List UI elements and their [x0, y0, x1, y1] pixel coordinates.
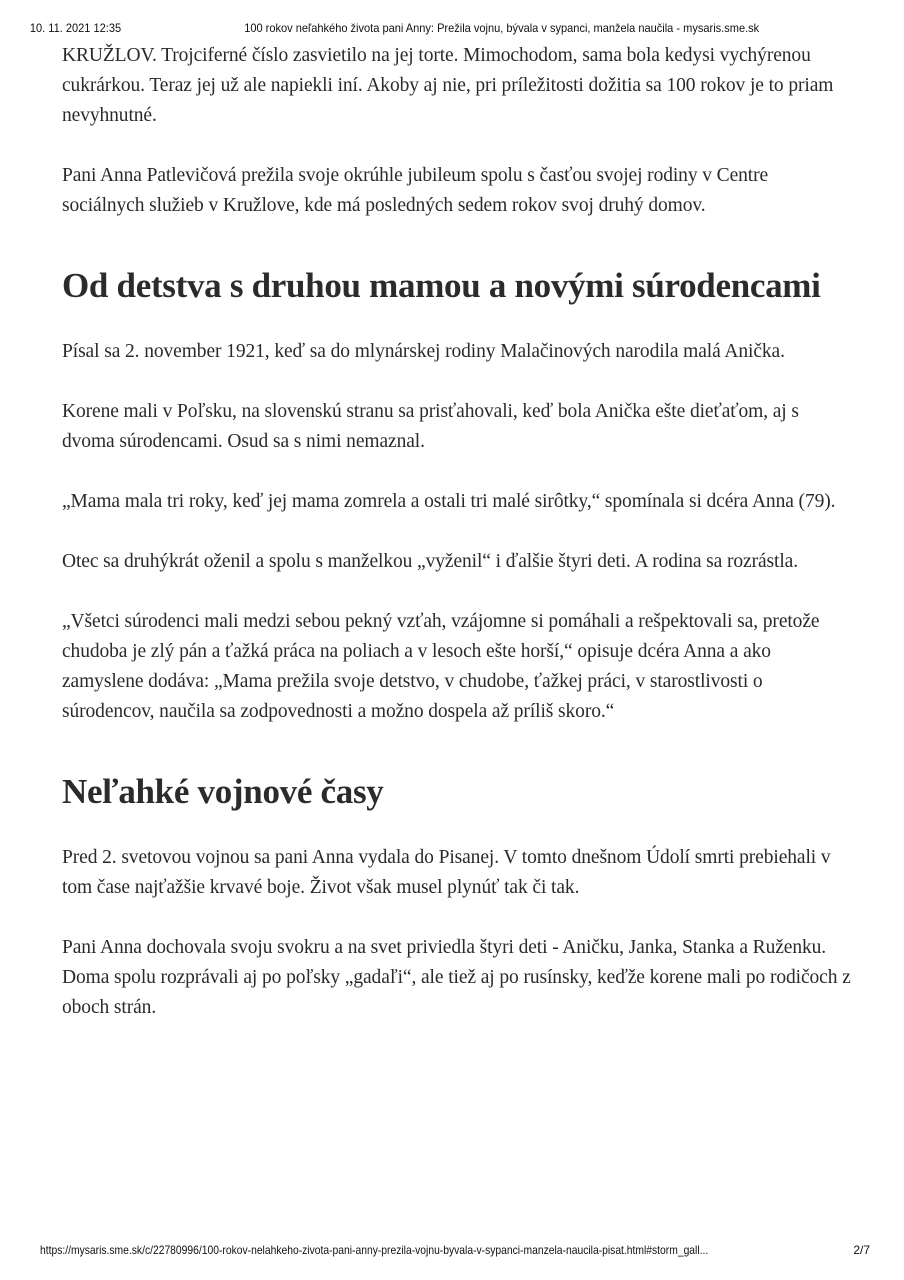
article-paragraph: Korene mali v Poľsku, na slovenskú stranu sa prisťahovali, keď bola Anička ešte dieťaťom, aj s dvoma súrodencami. Osud sa s nimi nemaznal. [62, 401, 799, 452]
section-heading-war: Neľahké vojnové časy [62, 772, 384, 811]
article-paragraph: Otec sa druhýkrát oženil a spolu s manželkou „vyženil“ i ďalšie štyri deti. A rodina sa rozrástla. [62, 551, 798, 572]
article-paragraph: Písal sa 2. november 1921, keď sa do mlynárskej rodiny Malačinových narodila malá Anička. [62, 341, 785, 362]
section-heading-childhood: Od detstva s druhou mamou a novými súrodencami [62, 266, 821, 305]
article-paragraph: KRUŽLOV. Trojciferné číslo zasvietilo na jej torte. Mimochodom, sama bola kedysi vychýrenou cukrárkou. Teraz jej už ale napiekli iní. Akoby aj nie, pri príležitosti dožitia sa 100 rokov je to priam nevyhnutné. [62, 45, 834, 126]
print-header [28, 21, 808, 37]
print-footer [40, 1243, 870, 1259]
article-body [62, 41, 852, 1053]
print-datetime: 10. 11. 2021 12:35 [29, 21, 122, 35]
article-paragraph: „Mama mala tri roky, keď jej mama zomrela a ostali tri malé sirôtky,“ spomínala si dcéra Anna (79). [62, 491, 836, 512]
article-paragraph: „Všetci súrodenci mali medzi sebou pekný vzťah, vzájomne si pomáhali a rešpektovali sa, pretože chudoba je zlý pán a ťažká práca na poliach a v lesoch ešte horší,“ opisuje dcéra Anna a ako zamyslene dodáva: „Mama prežila svoje detstvo, v chudobe, ťažkej práci, v starostlivosti o súrodencov, naučila sa zodpovednosti a možno dospela až príliš skoro.“ [62, 611, 820, 722]
article-paragraph: Pani Anna Patlevičová prežila svoje okrúhle jubileum spolu s časťou svojej rodiny v Centre sociálnych služieb v Kružlove, kde má posledných sedem rokov svoj druhý domov. [62, 165, 769, 216]
print-url: https://mysaris.sme.sk/c/22780996/100-rokov-nelahkeho-zivota-pani-anny-prezila-vojnu-byvala-v-sypanci-manzela-naucila-pisat.html#storm_gall... [40, 1243, 709, 1257]
article-paragraph: Pred 2. svetovou vojnou sa pani Anna vydala do Pisanej. V tomto dnešnom Údolí smrti prebiehali v tom čase najťažšie krvavé boje. Život však musel plynúť tak či tak. [62, 847, 831, 898]
article-paragraph: Pani Anna dochovala svoju svokru a na svet priviedla štyri deti - Aničku, Janka, Stanka a Ruženku. Doma spolu rozprávali aj po poľsky „gadaľi“, ale tiež aj po rusínsky, keďže korene mali po rodičoch z oboch strán. [62, 937, 851, 1018]
print-page-title: 100 rokov neľahkého života pani Anny: Prežila vojnu, bývala v sypanci, manžela naučila - mysaris.sme.sk [244, 21, 760, 35]
print-page-number: 2/7 [853, 1243, 870, 1257]
